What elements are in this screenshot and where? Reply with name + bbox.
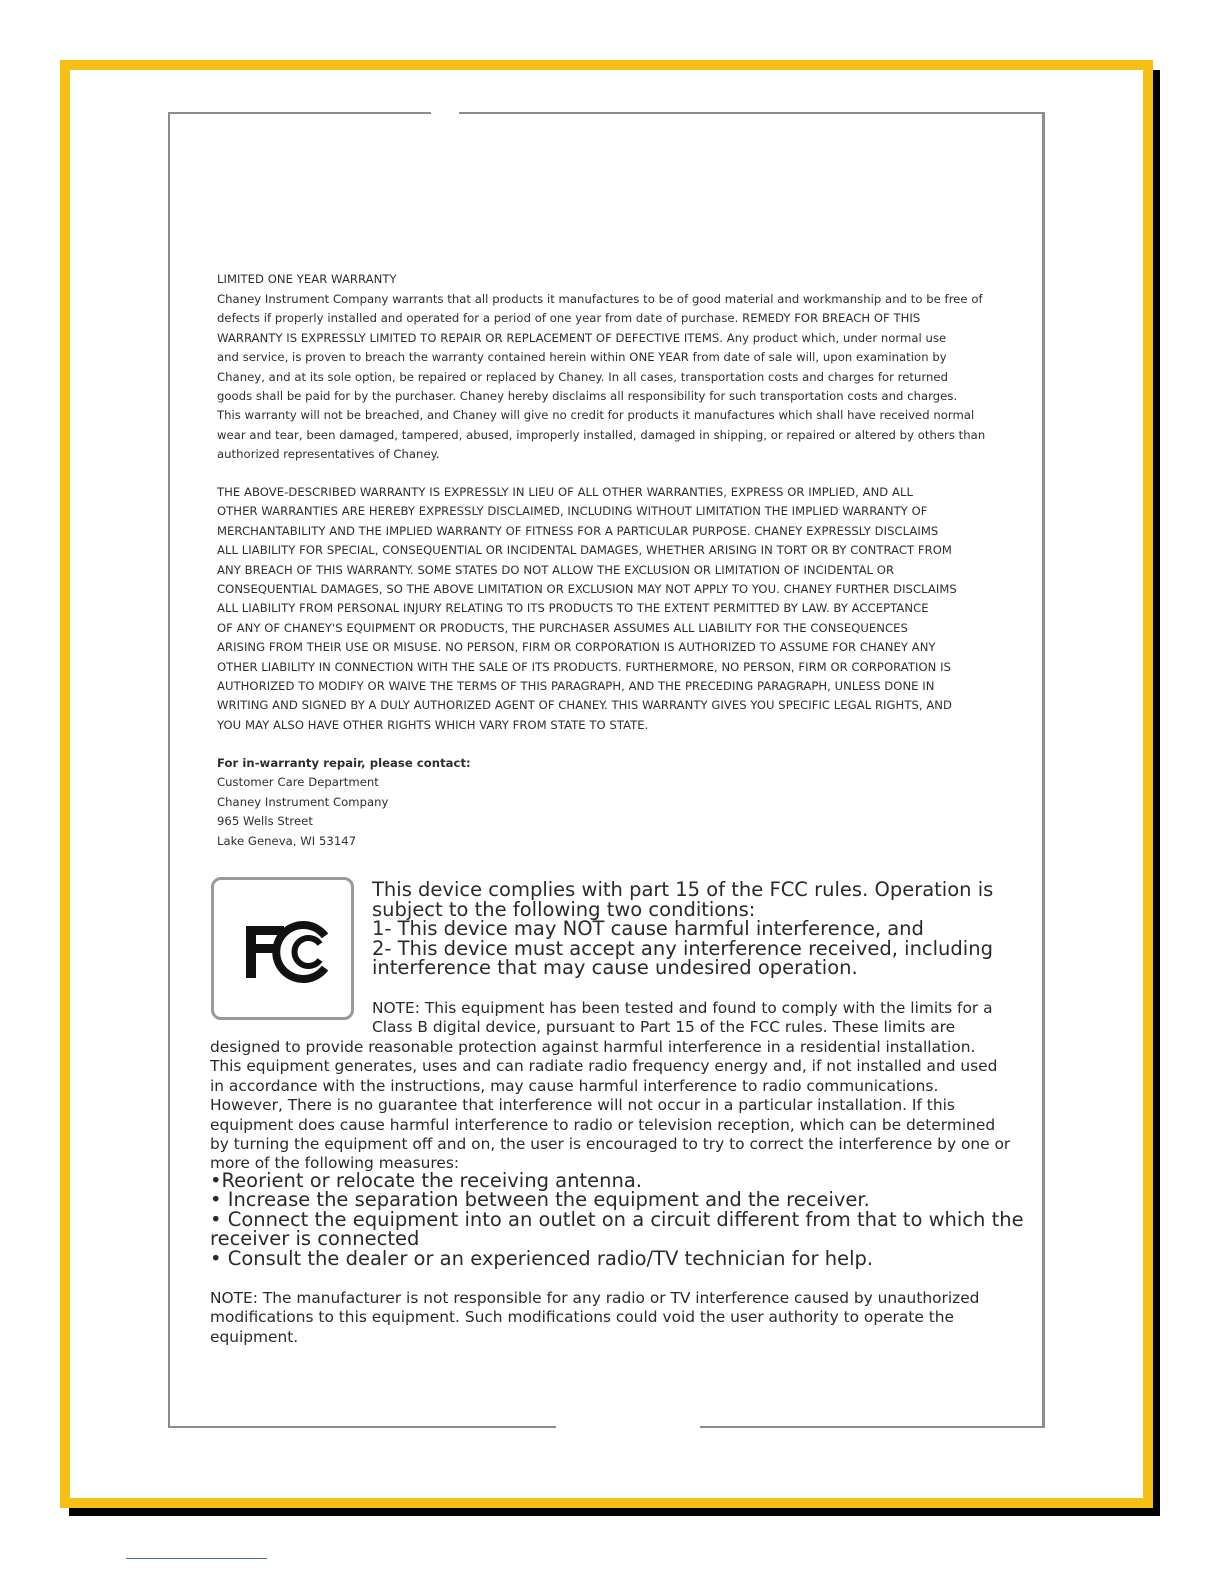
warranty-line: defects if properly installed and operated for a period of one year from date of purchase. REMEDY FOR BREACH OF THIS [217, 311, 921, 326]
underline-mark [126, 1558, 267, 1559]
disclaimer-line: ARISING FROM THEIR USE OR MISUSE. NO PERSON, FIRM OR CORPORATION IS AUTHORIZED TO ASSUME FOR CHANEY ANY [217, 640, 936, 655]
warranty-line: WARRANTY IS EXPRESSLY LIMITED TO REPAIR OR REPLACEMENT OF DEFECTIVE ITEMS. Any product which, under normal use [217, 330, 947, 345]
contact-city: Lake Geneva, WI 53147 [217, 833, 357, 848]
disclaimer-line: OTHER LIABILITY IN CONNECTION WITH THE SALE OF ITS PRODUCTS. FURTHERMORE, NO PERSON, FIRM OR CORPORATION IS [217, 659, 951, 674]
warranty-body [217, 290, 985, 465]
warranty-line: goods shall be paid for by the purchaser. Chaney hereby disclaims all responsibility for such transportation costs and charges. [217, 389, 958, 404]
note-line: This equipment generates, uses and can radiate radio frequency energy and, if not installed and used [210, 1057, 998, 1076]
note-line: by turning the equipment off and on, the user is encouraged to try to correct the interference by one or [210, 1135, 1011, 1154]
warranty-section-title [217, 270, 397, 289]
warranty-line: Chaney, and at its sole option, be repaired or replaced by Chaney. In all cases, transportation costs and charges for returned [217, 369, 948, 384]
fcc-condition-line: 2- This device must accept any interference received, including [372, 936, 993, 960]
contact-block [217, 754, 471, 851]
fcc-condition-line: 1- This device may NOT cause harmful interference, and [372, 917, 924, 940]
page-border-gap-bottom [556, 1421, 700, 1429]
fcc-manufacturer-note [210, 1289, 979, 1347]
warranty-line: authorized representatives of Chaney. [217, 447, 440, 462]
page-border-gap-top [431, 109, 459, 117]
fcc-condition-line: subject to the following two conditions: [372, 897, 756, 921]
disclaimer-line: OF ANY OF CHANEY'S EQUIPMENT OR PRODUCTS, THE PURCHASER ASSUMES ALL LIABILITY FOR THE CONSEQUENCES [217, 620, 908, 635]
contact-company: Chaney Instrument Company [217, 794, 389, 809]
disclaimer-line: THE ABOVE-DESCRIBED WARRANTY IS EXPRESSLY IN LIEU OF ALL OTHER WARRANTIES, EXPRESS OR IMPLIED, AND ALL [217, 485, 914, 499]
disclaimer-line: YOU MAY ALSO HAVE OTHER RIGHTS WHICH VARY FROM STATE TO STATE. [217, 717, 649, 732]
contact-department: Customer Care Department [217, 775, 379, 790]
contact-street: 965 Wells Street [217, 814, 313, 829]
disclaimer-line: ALL LIABILITY FROM PERSONAL INJURY RELATING TO ITS PRODUCTS TO THE EXTENT PERMITTED BY LAW. BY ACCEPTANCE [217, 601, 929, 616]
note-line: equipment. [210, 1327, 299, 1346]
contact-heading: For in-warranty repair, please contact: [217, 756, 471, 770]
note-line: However, There is no guarantee that interference will not occur in a particular installation. If this [210, 1096, 955, 1115]
measure-item: receiver is connected [210, 1227, 420, 1251]
warranty-line: wear and tear, been damaged, tampered, abused, improperly installed, damaged in shipping, or repaired or altered by others than [217, 427, 986, 442]
note-line: equipment does cause harmful interference to radio or television reception, which can be determined [210, 1115, 996, 1134]
measure-item: • Connect the equipment into an outlet on a circuit different from that to which the [210, 1207, 1024, 1231]
fcc-condition-line: interference that may cause undesired operation. [372, 956, 858, 979]
warranty-line: This warranty will not be breached, and Chaney will give no credit for products it manufactures which shall have received normal [217, 408, 975, 423]
disclaimer-line: WRITING AND SIGNED BY A DULY AUTHORIZED AGENT OF CHANEY. THIS WARRANTY GIVES YOU SPECIFIC LEGAL RIGHTS, AND [217, 698, 953, 713]
disclaimer-line: ANY BREACH OF THIS WARRANTY. SOME STATES DO NOT ALLOW THE EXCLUSION OR LIMITATION OF INCIDENTAL OR [217, 562, 895, 577]
disclaimer-line: CONSEQUENTIAL DAMAGES, SO THE ABOVE LIMITATION OR EXCLUSION MAY NOT APPLY TO YOU. CHANEY FURTHER DISCLAIMS [217, 582, 957, 597]
note-line: NOTE: This equipment has been tested and found to comply with the limits for a [372, 999, 993, 1017]
fcc-logo [211, 877, 354, 1020]
disclaimer-line: MERCHANTABILITY AND THE IMPLIED WARRANTY OF FITNESS FOR A PARTICULAR PURPOSE. CHANEY EXPRESSLY DISCLAIMS [217, 523, 939, 538]
note-line: NOTE: The manufacturer is not responsible for any radio or TV interference caused by unauthorized [210, 1289, 980, 1307]
measure-item: • Increase the separation between the equipment and the receiver. [210, 1188, 870, 1212]
warranty-line: and service, is proven to breach the warranty contained herein within ONE YEAR from date of sale will, upon examination by [217, 350, 947, 365]
disclaimer-line: OTHER WARRANTIES ARE HEREBY EXPRESSLY DISCLAIMED, INCLUDING WITHOUT LIMITATION THE IMPLIED WARRANTY OF [217, 504, 928, 519]
note-line: more of the following measures: [210, 1154, 460, 1173]
measure-item: • Consult the dealer or an experienced radio/TV technician for help. [210, 1246, 874, 1270]
fcc-note-body [210, 1038, 1010, 1174]
note-line: modifications to this equipment. Such modifications could void the user authority to operate the [210, 1308, 954, 1327]
note-line: Class B digital device, pursuant to Part 15 of the FCC rules. These limits are [372, 1018, 956, 1037]
note-line: designed to provide reasonable protection against harmful interference in a residential installation. [210, 1038, 976, 1056]
note-line: in accordance with the instructions, may cause harmful interference to radio communications. [210, 1076, 939, 1095]
fcc-conditions [372, 880, 993, 978]
warranty-title: LIMITED ONE YEAR WARRANTY [217, 272, 397, 286]
warranty-line: Chaney Instrument Company warrants that all products it manufactures to be of good material and workmanship and to be free of [217, 292, 983, 306]
disclaimer-line: ALL LIABILITY FOR SPECIAL, CONSEQUENTIAL OR INCIDENTAL DAMAGES, WHETHER ARISING IN TORT OR BY CONTRACT FROM [217, 543, 952, 558]
fcc-logo-icon [214, 880, 351, 1017]
fcc-measures-list [210, 1171, 1024, 1268]
disclaimer-line: AUTHORIZED TO MODIFY OR WAIVE THE TERMS OF THIS PARAGRAPH, AND THE PRECEDING PARAGRAPH, UNLESS DONE IN [217, 679, 935, 694]
warranty-disclaimer [217, 483, 957, 735]
fcc-condition-line: This device complies with part 15 of the FCC rules. Operation is [372, 878, 994, 901]
measure-item: •Reorient or relocate the receiving antenna. [210, 1169, 642, 1192]
fcc-note-intro [372, 999, 993, 1038]
